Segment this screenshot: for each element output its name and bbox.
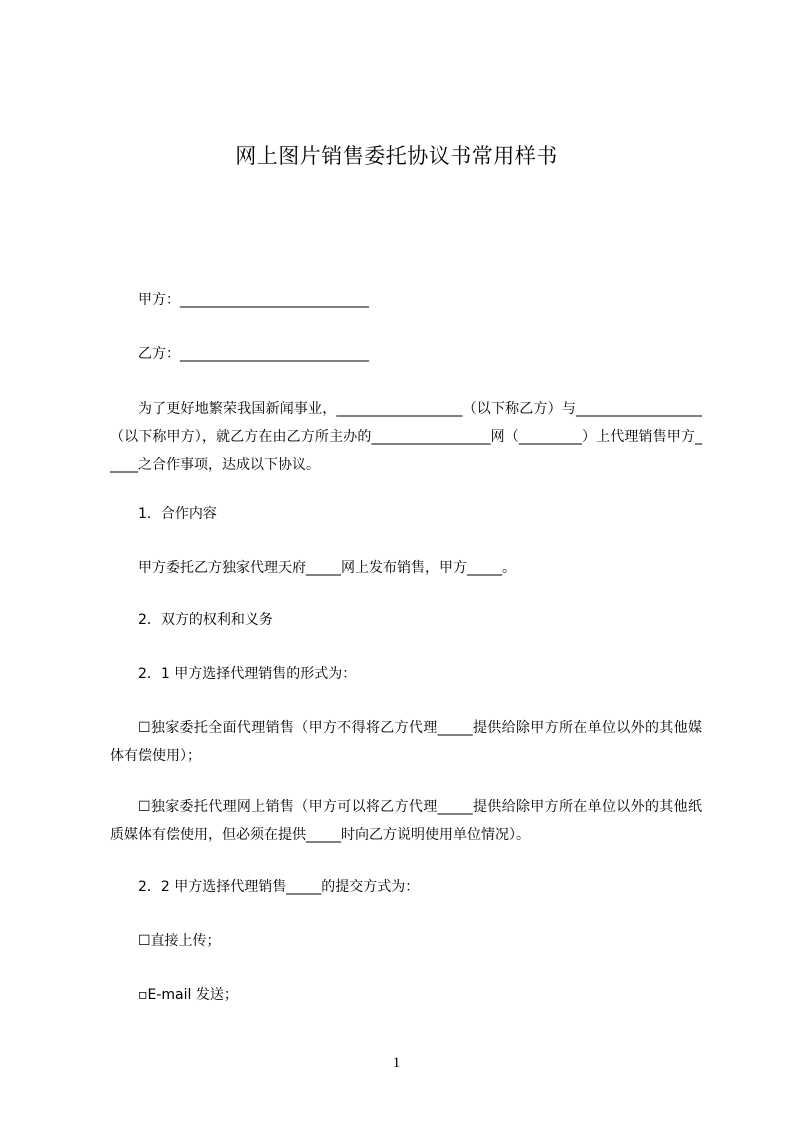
section-1-text: 甲方委托乙方独家代理天府_____网上发布销售，甲方_____。 xyxy=(138,560,516,576)
party-b-line: 乙方：___________________________ xyxy=(138,346,369,362)
option-exclusive-online: ☐独家委托代理网上销售（甲方可以将乙方代理_____提供给除甲方所在单位以外的其他纸质媒体有偿使用，但必须在提供_____时向乙方说明使用单位情况）。 xyxy=(110,799,702,843)
intro-paragraph: 为了更好地繁荣我国新闻事业，__________________（以下称乙方）与__________________（以下称甲方），就乙方在由乙方所主办的_________________网（_________）上代理销售甲方_____之合作事项，达成以下协议。 xyxy=(110,401,702,473)
document-title: 网上图片销售委托协议书常用样书 xyxy=(235,144,558,168)
option-email: ▫E-mail 发送； xyxy=(138,987,238,1003)
section-1-heading: 1．合作内容 xyxy=(138,506,217,522)
section-2-2-heading: 2．2 甲方选择代理销售_____的提交方式为： xyxy=(138,879,420,895)
section-2-heading: 2．双方的权利和义务 xyxy=(138,612,273,628)
option-direct-upload: ☐直接上传； xyxy=(138,933,221,949)
option-exclusive-full: ☐独家委托全面代理销售（甲方不得将乙方代理_____提供给除甲方所在单位以外的其他媒体有偿使用）； xyxy=(110,720,702,764)
section-2-1-heading: 2．1 甲方选择代理销售的形式为： xyxy=(138,666,357,682)
party-a-line: 甲方：___________________________ xyxy=(138,292,369,308)
page-number: 1 xyxy=(392,1055,401,1071)
